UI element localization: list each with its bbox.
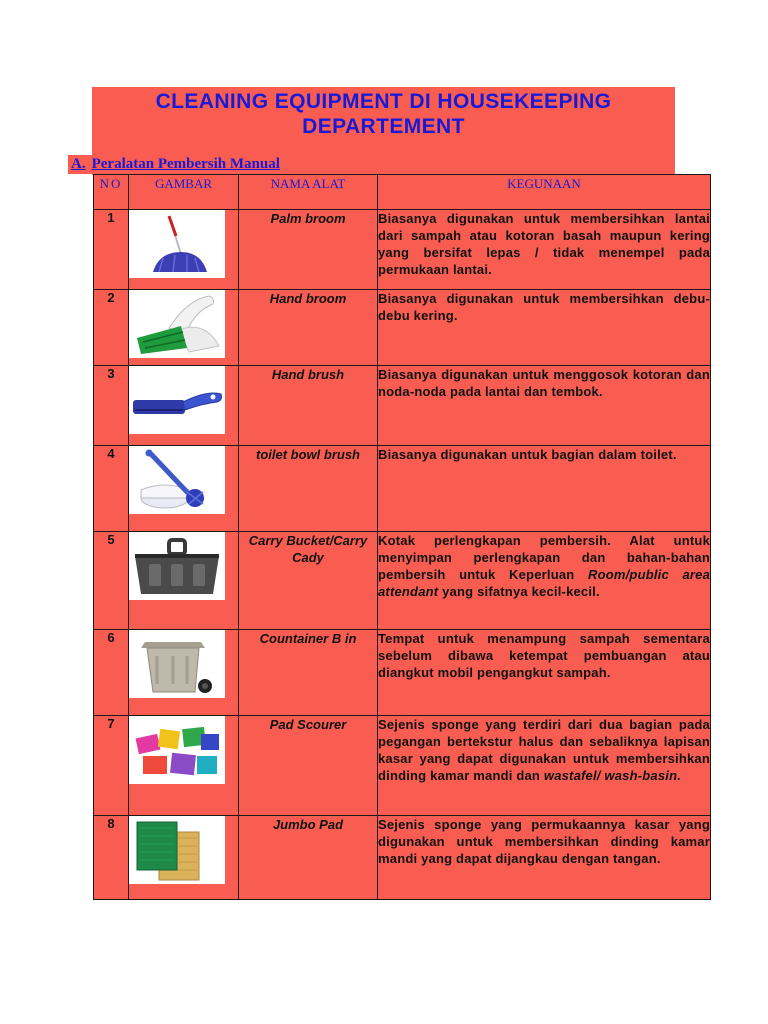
row-number: 6 (94, 630, 129, 716)
jumbo-pad-icon (129, 816, 225, 884)
row-image-cell (129, 716, 239, 816)
equipment-name: Carry Bucket/Carry Cady (239, 532, 378, 630)
section-letter: A. (71, 156, 86, 172)
waste-bin-icon (129, 630, 225, 698)
header-no: NO (94, 175, 129, 210)
equipment-name: Countainer B in (239, 630, 378, 716)
row-number: 5 (94, 532, 129, 630)
row-image-cell (129, 366, 239, 446)
section-label: Peralatan Pembersih Manual (91, 156, 280, 172)
equipment-name: Palm broom (239, 210, 378, 290)
equipment-usage (378, 532, 711, 630)
usage-text: Biasanya digunakan untuk menggosok kotoran dan noda-noda pada lantai dan tembok. (378, 367, 710, 399)
row-image-cell (129, 630, 239, 716)
equipment-name: Hand broom (239, 290, 378, 366)
equipment-name: Hand brush (239, 366, 378, 446)
table-row (94, 716, 711, 816)
equipment-name: toilet bowl brush (239, 446, 378, 532)
equipment-name: Pad Scourer (239, 716, 378, 816)
equipment-table (93, 174, 711, 900)
row-number: 4 (94, 446, 129, 532)
usage-italic-text: Room/public area attendant (378, 567, 711, 599)
equipment-usage (378, 446, 711, 532)
usage-text: Biasanya digunakan untuk membersihkan lantai dari sampah atau kotoran basah maupun kering yang bersifat lepas / tidak menempel pada permukaan lantai. (378, 211, 710, 277)
hand-brush-icon (129, 366, 225, 434)
row-image-cell (129, 816, 239, 900)
hand-broom-icon (129, 290, 225, 358)
toilet-bowl-brush-icon (129, 446, 225, 514)
page-title: CLEANING EQUIPMENT DI HOUSEKEEPING DEPARTEMENT (155, 90, 612, 138)
equipment-usage (378, 816, 711, 900)
row-image-cell (129, 290, 239, 366)
usage-text: Kotak perlengkapan pembersih. Alat untuk menyimpan perlengkapan dan bahan-bahan pembersih untuk Keperluan (378, 533, 710, 582)
header-gambar: GAMBAR (129, 175, 239, 210)
usage-text: Tempat untuk menampung sampah sementara sebelum dibawa ketempat pembuangan atau diangkut mobil pengangkut sampah. (378, 631, 710, 680)
header-nama-alat: NAMA ALAT (239, 175, 378, 210)
table-row (94, 532, 711, 630)
row-image-cell (129, 532, 239, 630)
table-row (94, 210, 711, 290)
usage-text: yang sifatnya kecil-kecil. (438, 584, 600, 599)
row-number: 2 (94, 290, 129, 366)
equipment-usage (378, 290, 711, 366)
row-number: 3 (94, 366, 129, 446)
equipment-usage (378, 210, 711, 290)
table-row (94, 446, 711, 532)
usage-italic-text: wastafel/ wash-basin. (543, 768, 682, 783)
equipment-usage (378, 716, 711, 816)
pad-scourer-icon (129, 716, 225, 784)
table-header-row (94, 175, 711, 210)
table-row (94, 816, 711, 900)
carry-caddy-icon (129, 532, 225, 600)
row-number: 1 (94, 210, 129, 290)
equipment-usage (378, 630, 711, 716)
row-image-cell (129, 210, 239, 290)
row-number: 7 (94, 716, 129, 816)
row-image-cell (129, 446, 239, 532)
usage-text: Biasanya digunakan untuk membersihkan debu-debu kering. (378, 291, 710, 323)
row-number: 8 (94, 816, 129, 900)
table-row (94, 630, 711, 716)
table-row (94, 366, 711, 446)
section-heading (68, 155, 675, 174)
usage-text: Sejenis sponge yang terdiri dari dua bagian pada pegangan bertekstur halus dan sebaliknya lapisan kasar yang dapat digunakan untuk membersihkan dinding kamar mandi dan (378, 717, 710, 783)
palm-broom-icon (129, 210, 225, 278)
equipment-name: Jumbo Pad (239, 816, 378, 900)
header-kegunaan: KEGUNAAN (378, 175, 711, 210)
usage-text: Sejenis sponge yang permukaannya kasar yang digunakan untuk membersihkan dinding kamar mandi yang dapat dijangkau dengan tangan. (378, 817, 710, 866)
table-row (94, 290, 711, 366)
usage-text: Biasanya digunakan untuk bagian dalam toilet. (378, 447, 677, 462)
equipment-usage (378, 366, 711, 446)
